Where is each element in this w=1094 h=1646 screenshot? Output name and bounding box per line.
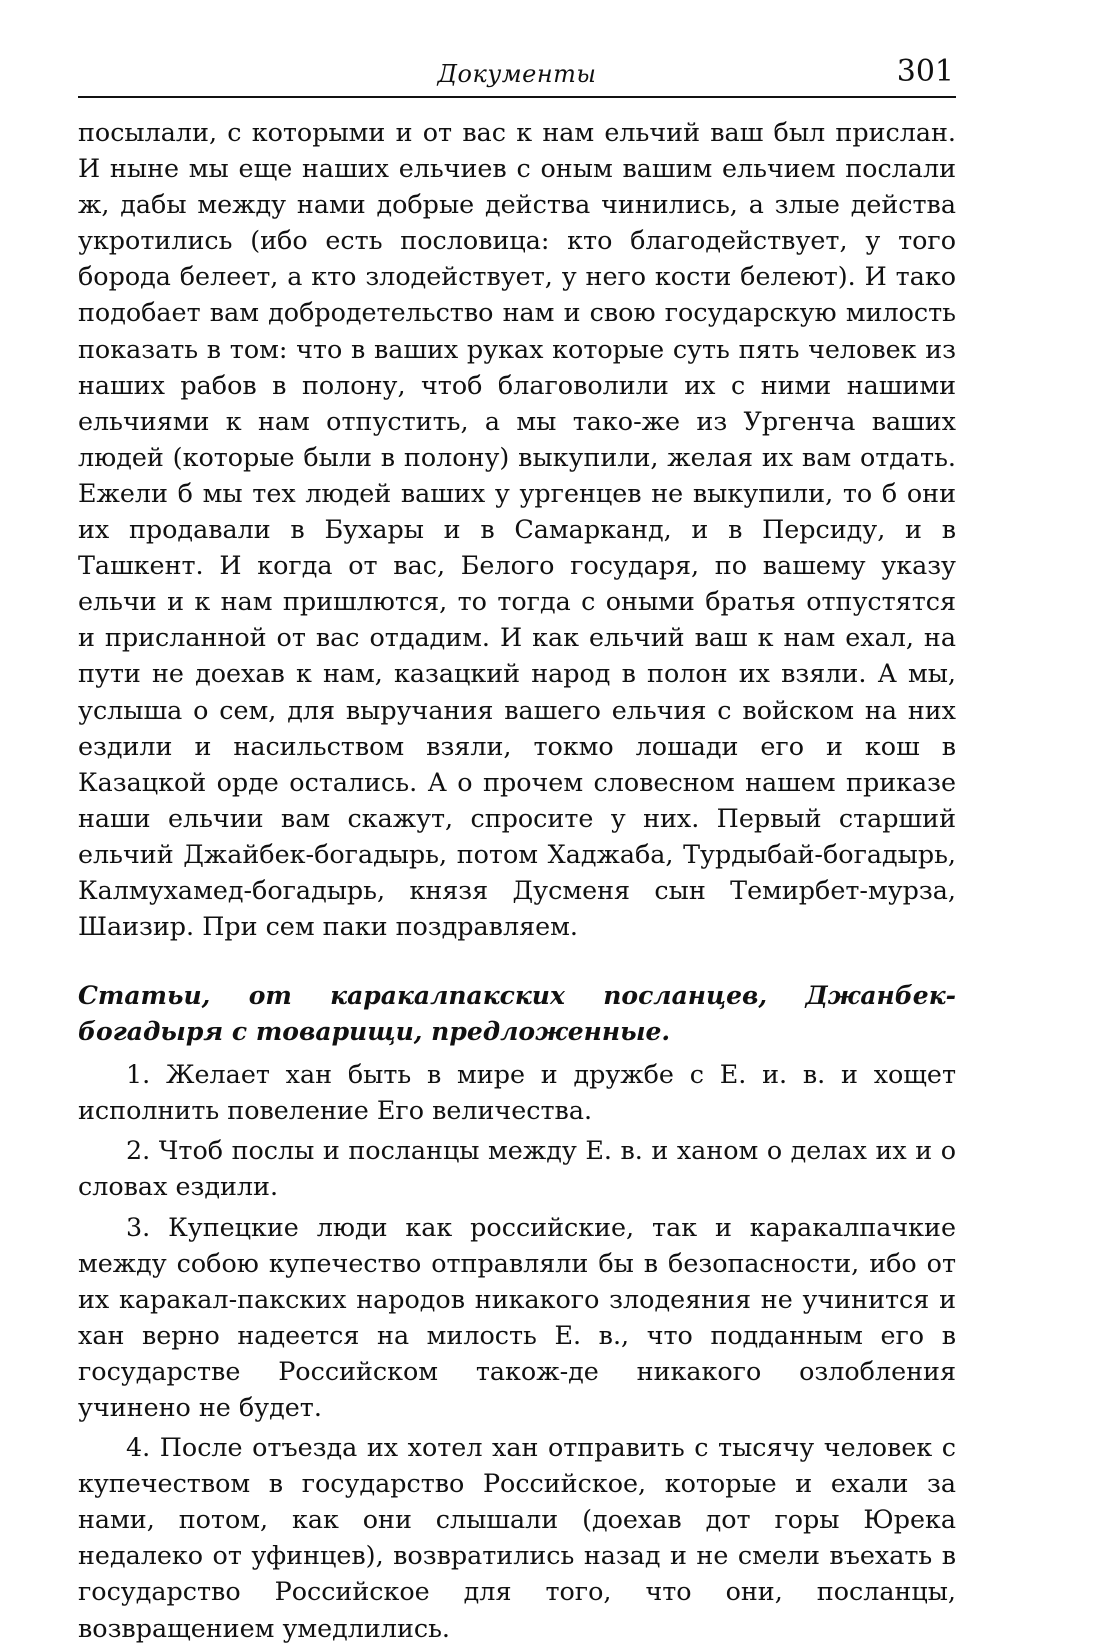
document-body bbox=[78, 114, 956, 1646]
article-2: 2. Чтоб послы и посланцы между Е. в. и ханом о делах их и о словах ездили. bbox=[78, 1135, 956, 1202]
article-3: 3. Купецкие люди как российские, так и каракалпачкие между собою купечество отправляли бы в безопасности, ибо от их каракал-пакских народов никакого злодеяния не учинится и хан верно надеется на милость Е. в., что подданным его в государстве Российском також-де никакого озлобления учинено не будет. bbox=[78, 1211, 956, 1422]
article-4: 4. После отъезда их хотел хан отправить с тысячу человек с купечеством в государство Российское, которые и ехали за нами, потом, как они слышали (доехав дот горы Юрека недалеко от уфинцев), возвратились назад и не смели въехать в государство Российское для того, что они, посланцы, возвращением умедлились. bbox=[78, 1432, 956, 1643]
article-1: 1. Желает хан быть в мире и дружбе с Е. и. в. и хощет исполнить повеление Его величества. bbox=[78, 1059, 956, 1126]
letter-paragraph: посылали, с которыми и от вас к нам ельчий ваш был прислан. И ныне мы еще наших ельчиев с оным вашим ельчием послали ж, дабы между нами добрые действа чинились, а злые действа укротились (ибо есть пословица: кто благодействует, у того борода белеет, а кто злодействует, у него кости белеют). И тако подобает вам добродетельство нам и свою государскую милость показать в том: что в ваших руках которые суть пять человек из наших рабов в полону, чтоб благоволили их с ними нашими ельчиями к нам отпустить, а мы тако-же из Ургенча ваших людей (которые были в полону) выкупили, желая их вам отдать. Ежели б мы тех людей ваших у ургенцев не выкупили, то б они их продавали в Бухары и в Самарканд, и в Персиду, и в Ташкент. И когда от вас, Белого государя, по вашему указу ельчи и к нам пришлются, то тогда с оными братья отпустятся и присланной от вас отдадим. И как ельчий ваш к нам ехал, на пути не доехав к нам, казацкий народ в полон их взяли. А мы, услыша о сем, для выручания вашего ельчия с войском на них ездили и насильством взяли, токмо лошади его и кош в Казацкой орде остались. А о прочем словесном нашем приказе наши ельчии вам скажут, спросите у них. Первый старший ельчий Джайбек-богадырь, потом Хаджаба, Турдыбай-богадырь, Калмухамед-богадырь, князя Дусменя сын Темирбет-мурза, Шаизир. При сем паки поздравляем. bbox=[78, 117, 956, 942]
running-title: Документы bbox=[437, 60, 597, 88]
section-heading: Статьи, от каракалпакских посланцев, Джанбек-богадыря с товарищи, предложенные. bbox=[78, 981, 956, 1047]
page-number: 301 bbox=[896, 54, 954, 89]
running-header bbox=[78, 50, 956, 98]
document-page bbox=[78, 50, 956, 1646]
